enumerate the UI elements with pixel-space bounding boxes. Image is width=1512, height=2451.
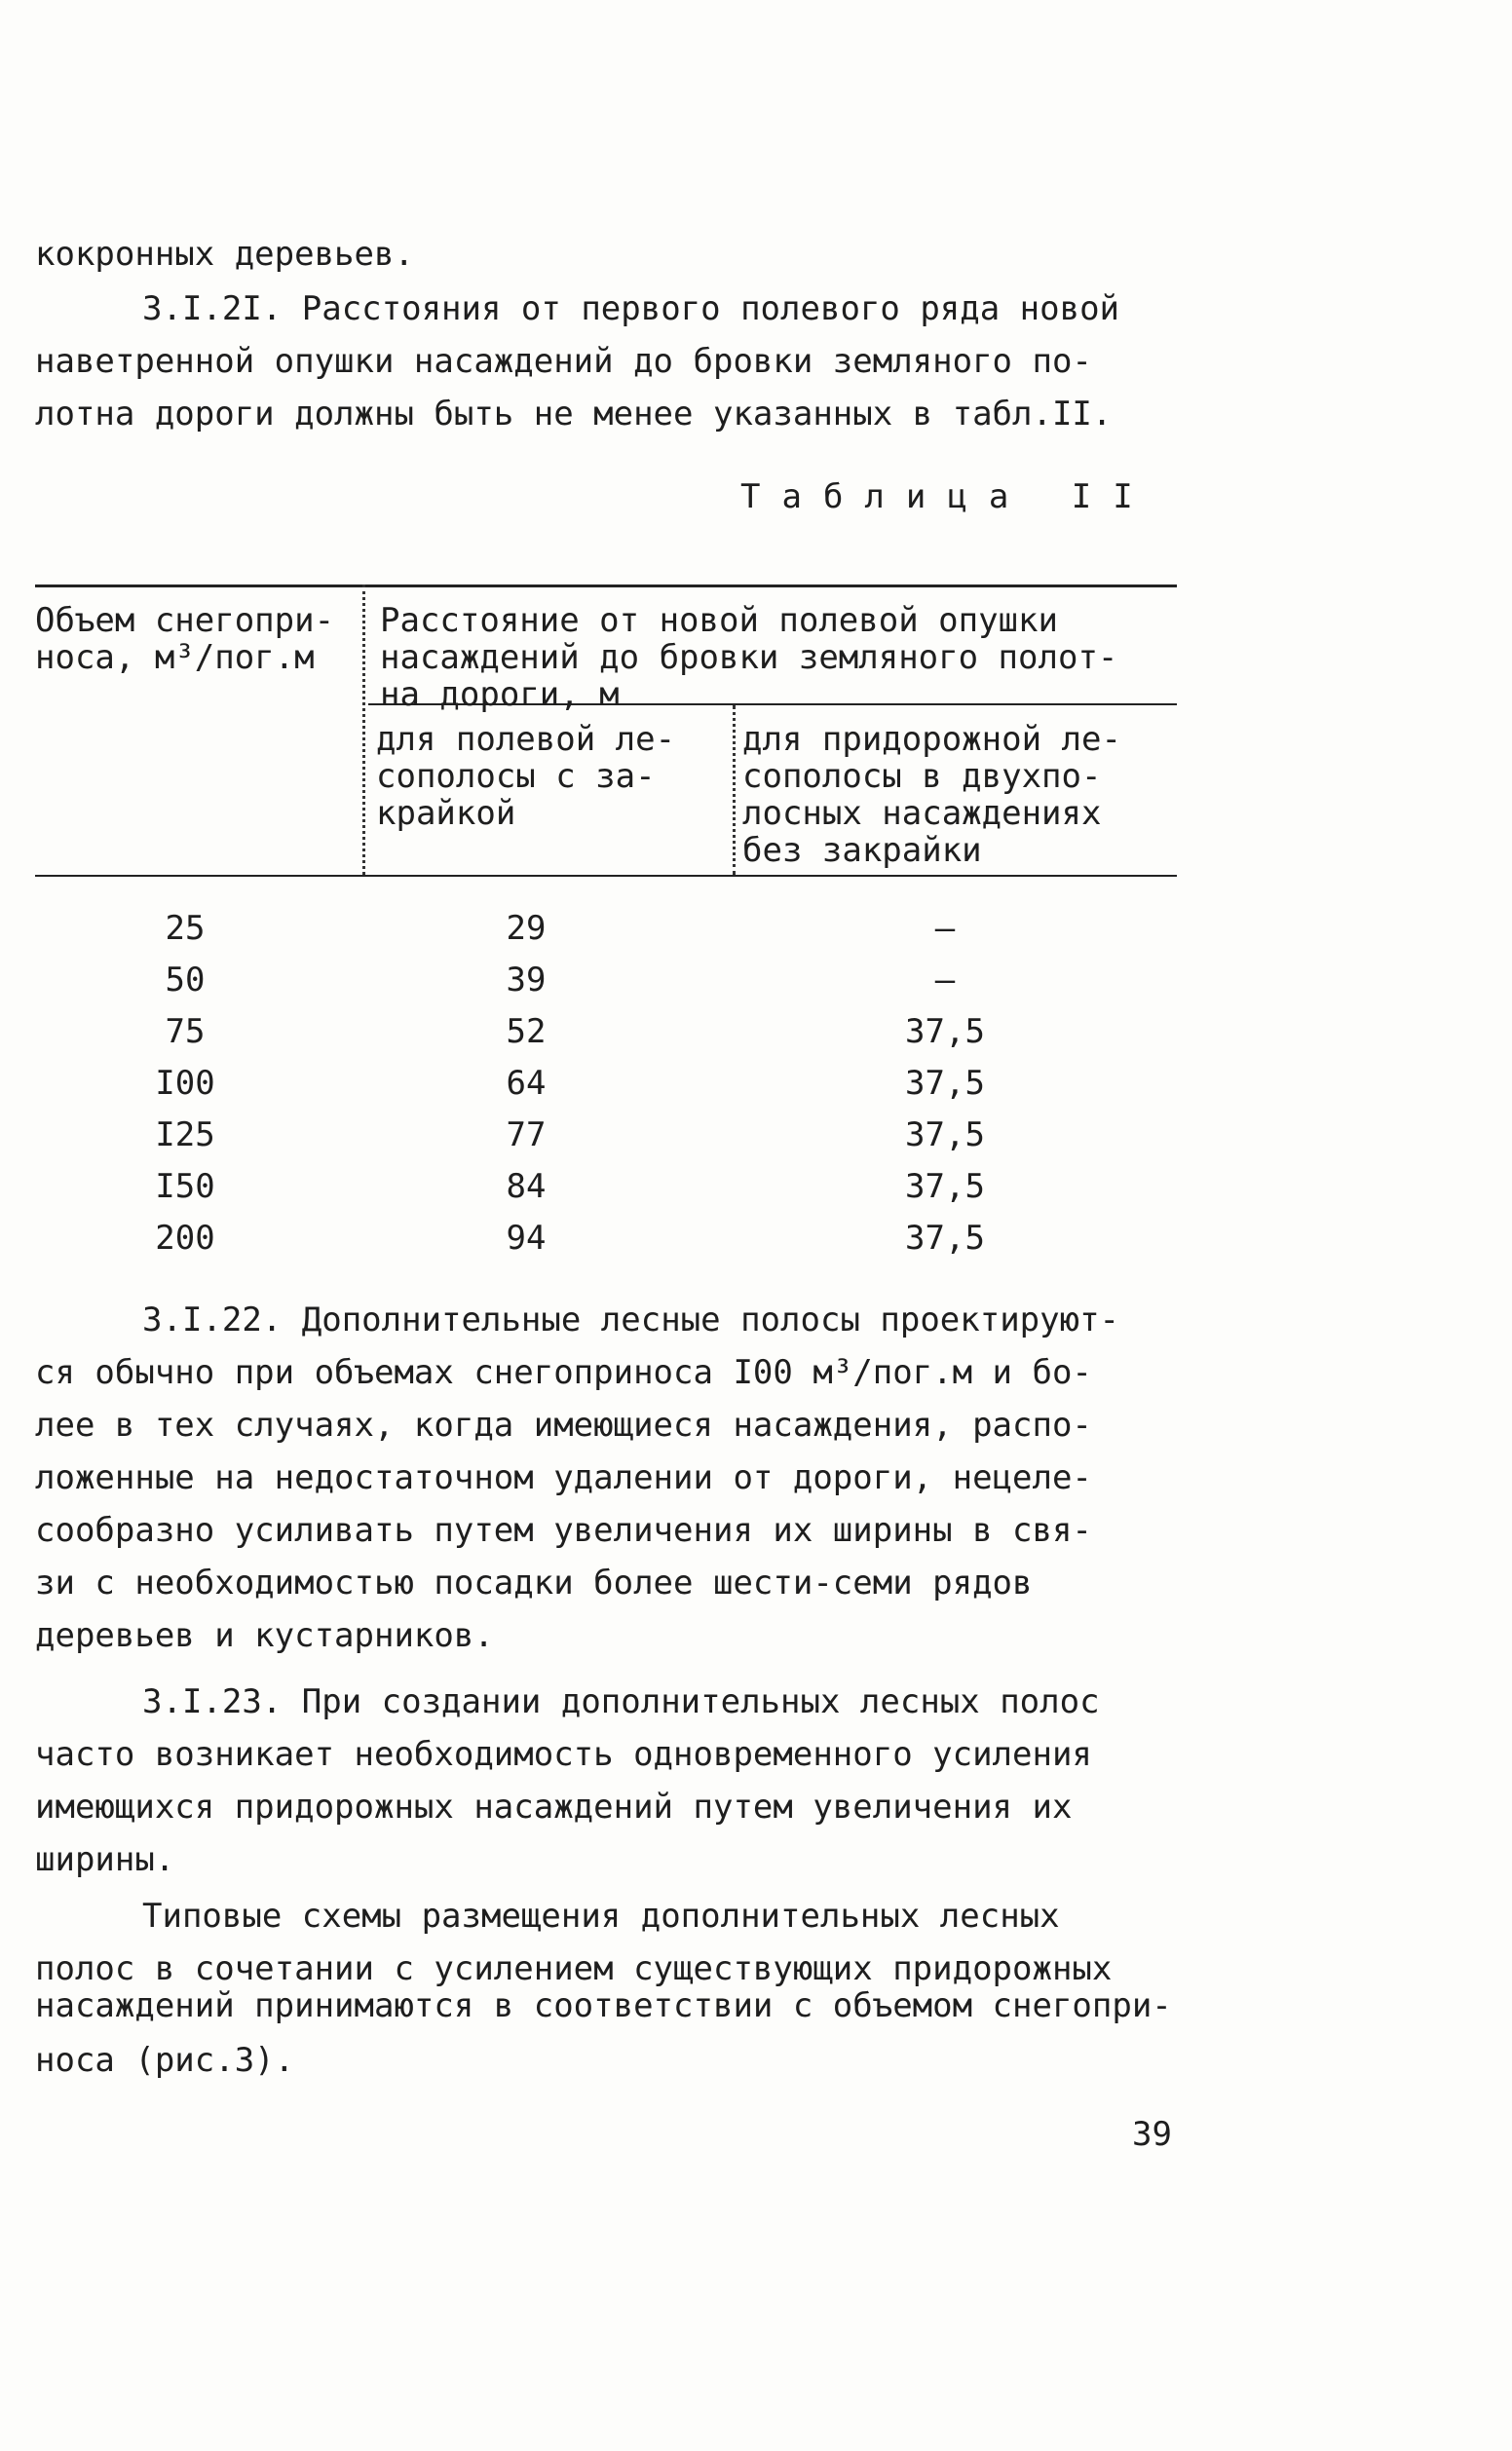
text-line: полос в сочетании с усилением существующих придорожных: [35, 1949, 1113, 1988]
cell-field-distance: 29: [506, 909, 547, 948]
cell-volume: I25: [155, 1115, 215, 1154]
cell-roadside-distance: –: [934, 909, 956, 948]
text-line: деревьев и кустарников.: [35, 1616, 494, 1655]
table-col-divider: [362, 584, 365, 875]
cell-roadside-distance: 37,5: [905, 1219, 985, 1258]
cell-field-distance: 94: [506, 1219, 547, 1258]
text-line: имеющихся придорожных насаждений путем увеличения их: [35, 1788, 1073, 1827]
cell-field-distance: 52: [506, 1012, 547, 1051]
text-line: 3.I.23. При создании дополнительных лесных полос: [142, 1682, 1100, 1721]
cell-roadside-distance: 37,5: [905, 1115, 985, 1154]
cell-roadside-distance: 37,5: [905, 1012, 985, 1051]
text-line: носа (рис.3).: [35, 2041, 295, 2080]
table-top-rule: [35, 584, 1177, 587]
cell-roadside-distance: –: [934, 961, 956, 999]
page-number: 39: [1132, 2115, 1172, 2154]
text-line: лотна дороги должны быть не менее указанных в табл.II.: [35, 395, 1113, 434]
table-header-volume: Объем снегопри- носа, м³/пог.м: [35, 601, 335, 677]
table-header-roadside-belt: для придорожной ле- сополосы в двухпо- лосных насаждениях без закрайки: [742, 720, 1121, 870]
text-line: насаждений принимаются в соответствии с объемом снегопри-: [35, 1986, 1172, 2025]
table-subcol-divider: [733, 705, 736, 875]
text-line: наветренной опушки насаждений до бровки земляного по-: [35, 342, 1092, 381]
cell-roadside-distance: 37,5: [905, 1167, 985, 1206]
text-line: 3.I.22. Дополнительные лесные полосы проектируют-: [142, 1301, 1120, 1339]
text-line: ложенные на недостаточном удалении от дороги, нецеле-: [35, 1458, 1092, 1497]
table-header-field-belt: для полевой ле- сополосы с за- крайкой: [376, 720, 676, 833]
table-title: Таблица II: [740, 477, 1154, 516]
cell-field-distance: 84: [506, 1167, 547, 1206]
cell-volume: 200: [155, 1219, 215, 1258]
text-line: кокронных деревьев.: [35, 235, 414, 274]
cell-roadside-distance: 37,5: [905, 1064, 985, 1103]
text-line: 3.I.2I. Расстояния от первого полевого ряда новой: [142, 289, 1120, 328]
cell-volume: 25: [165, 909, 206, 948]
table-header-bottom-rule: [35, 875, 1177, 877]
text-line: лее в тех случаях, когда имеющиеся насаждения, распо-: [35, 1406, 1092, 1445]
cell-field-distance: 77: [506, 1115, 547, 1154]
table-header-distance: Расстояние от новой полевой опушки насаждений до бровки земляного полот- на дороги, м: [380, 601, 1118, 714]
cell-field-distance: 64: [506, 1064, 547, 1103]
text-line: часто возникает необходимость одновременного усиления: [35, 1735, 1092, 1774]
cell-volume: I00: [155, 1064, 215, 1103]
cell-volume: I50: [155, 1167, 215, 1206]
text-line: ся обычно при объемах снегоприноса I00 м³/пог.м и бо-: [35, 1353, 1092, 1392]
cell-volume: 50: [165, 961, 206, 999]
text-line: сообразно усиливать путем увеличения их ширины в свя-: [35, 1511, 1092, 1550]
text-line: ширины.: [35, 1840, 175, 1879]
text-line: зи с необходимостью посадки более шести-семи рядов: [35, 1564, 1033, 1603]
text-line: Типовые схемы размещения дополнительных лесных: [142, 1897, 1060, 1936]
cell-field-distance: 39: [506, 961, 547, 999]
cell-volume: 75: [165, 1012, 206, 1051]
